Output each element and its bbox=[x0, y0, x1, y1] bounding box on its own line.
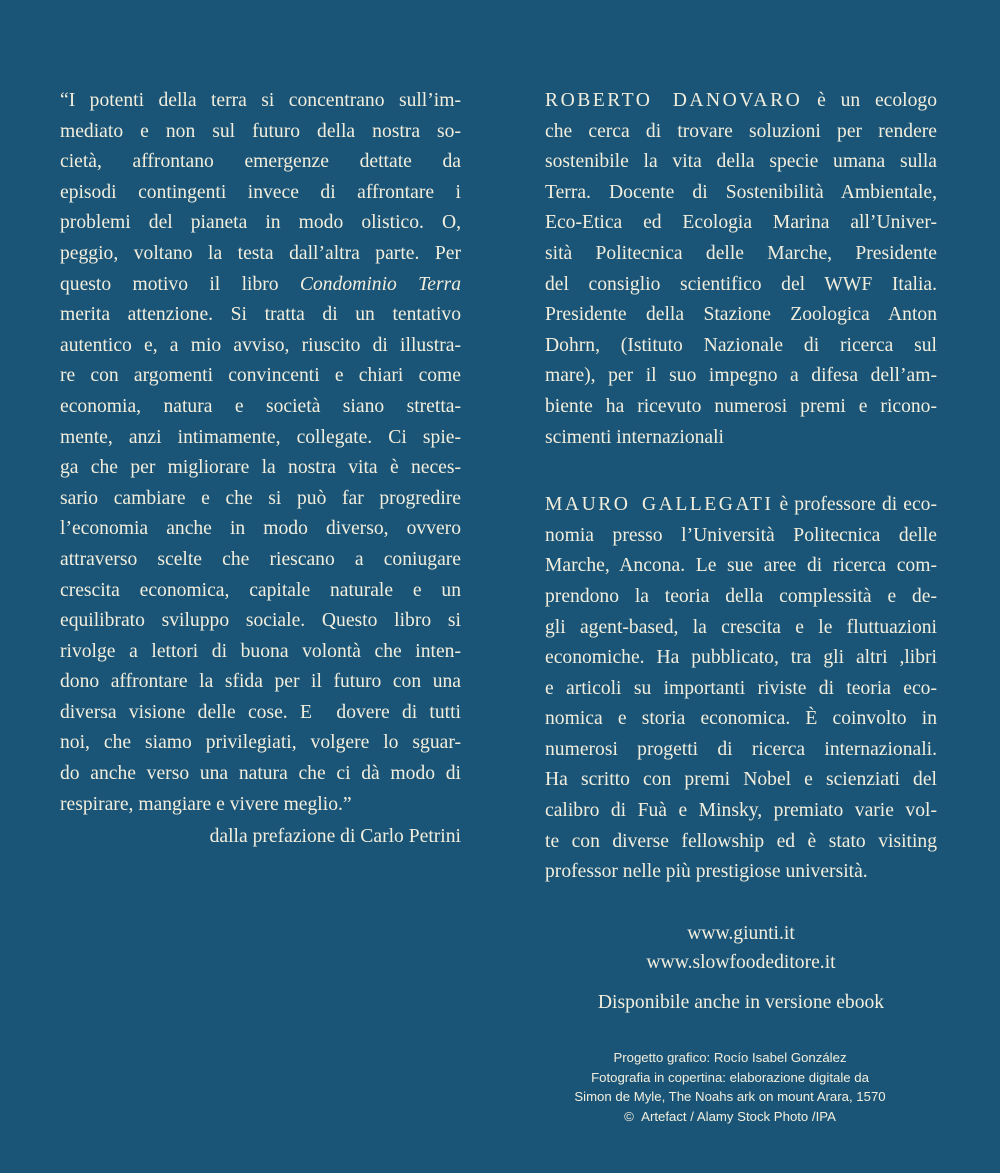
website-giunti: www.giunti.it bbox=[687, 923, 795, 944]
text-line: scimenti internazionali bbox=[545, 426, 725, 448]
text-line: do anche verso una natura che ci dà modo di bbox=[60, 763, 461, 785]
text-line: Simon de Myle, The Noahs ark on mount Arara, 1570 bbox=[574, 1089, 886, 1105]
text-line: economia, natura e società siano stretta- bbox=[60, 395, 461, 417]
quote-attribution: dalla prefazione di Carlo Petrini bbox=[209, 826, 461, 848]
author-name: ROBERTO DANOVARO bbox=[545, 90, 803, 111]
text-line: equilibrato sviluppo sociale. Questo libro si bbox=[60, 610, 461, 632]
author-bios-column bbox=[545, 86, 937, 888]
text-line: problemi del pianeta in modo olistico. O, bbox=[60, 212, 461, 234]
text-line: cietà, affrontano emergenze dettate da bbox=[60, 151, 461, 173]
text-line: attraverso scelte che riescano a coniugare bbox=[60, 548, 461, 570]
author-bio-gallegati bbox=[545, 490, 937, 888]
text-line: episodi contingenti invece di affrontare i bbox=[60, 181, 461, 203]
text-line: gli agent-based, la crescita e le fluttuazioni bbox=[545, 616, 937, 638]
text-line: Ha scritto con premi Nobel e scienziati del bbox=[545, 769, 937, 791]
text-line: Dohrn, (Istituto Nazionale di ricerca sul bbox=[545, 334, 937, 356]
text-line: prendono la teoria della complessità e de- bbox=[545, 585, 937, 607]
text-line: e articoli su importanti riviste di teoria eco- bbox=[545, 677, 937, 699]
author-name: MAURO GALLEGATI bbox=[545, 494, 774, 516]
text-line: mente, anzi intimamente, collegate. Ci spie- bbox=[60, 426, 461, 448]
website-slowfoodeditore: www.slowfoodeditore.it bbox=[646, 951, 836, 973]
text-line: mediato e non sul futuro della nostra so- bbox=[60, 120, 461, 142]
text-line: questo motivo il libro Condominio Terra bbox=[60, 273, 461, 295]
text-line: autentico e, a mio avviso, riuscito di illustra- bbox=[60, 334, 461, 356]
text-line: MAURO GALLEGATI è professore di eco- bbox=[545, 494, 938, 516]
text-line: professor nelle più prestigiose università. bbox=[545, 861, 868, 883]
text-line: Eco-Etica ed Ecologia Marina all’Univer- bbox=[545, 212, 937, 234]
text-line: nomia presso l’Università Politecnica delle bbox=[545, 524, 937, 546]
text-line: peggio, voltano la testa dall’altra parte. Per bbox=[60, 242, 461, 264]
text-line: re con argomenti convincenti e chiari come bbox=[60, 365, 461, 387]
text-line: Presidente della Stazione Zoologica Anton bbox=[545, 304, 937, 326]
text-line: © Artefact / Alamy Stock Photo /IPA bbox=[624, 1108, 836, 1124]
text-line: sità Politecnica delle Marche, Presidente bbox=[545, 242, 937, 264]
text-line: biente ha ricevuto numerosi premi e ricono- bbox=[545, 395, 937, 417]
preface-quote-text bbox=[60, 86, 461, 820]
text-line: l’economia anche in modo diverso, ovvero bbox=[60, 518, 461, 540]
text-line: sostenibile la vita della specie umana sulla bbox=[545, 151, 937, 173]
publisher-websites bbox=[545, 920, 937, 977]
text-line: Terra. Docente di Sostenibilità Ambientale, bbox=[545, 181, 937, 203]
ebook-availability-note: Disponibile anche in versione ebook bbox=[597, 992, 885, 1013]
text-line: che cerca di trovare soluzioni per rendere bbox=[545, 120, 937, 142]
text-line: noi, che siamo privilegiati, volgere lo sguar- bbox=[60, 732, 461, 754]
text-line: Progetto grafico: Rocío Isabel González bbox=[613, 1050, 847, 1065]
text-line: ROBERTO DANOVARO è un ecologo bbox=[545, 90, 938, 111]
text-line: sario cambiare e che si può far progredire bbox=[60, 487, 461, 509]
text-line: diversa visione delle cose. E dovere di tutti bbox=[60, 701, 461, 723]
text-line: rivolge a lettori di buona volontà che inten- bbox=[60, 640, 461, 662]
text-line: “I potenti della terra si concentrano sull’im- bbox=[60, 90, 461, 111]
text-line: mare), per il suo impegno a difesa dell’am- bbox=[545, 365, 937, 387]
preface-quote-column bbox=[60, 86, 461, 853]
text-line: merita attenzione. Si tratta di un tentativo bbox=[60, 304, 461, 326]
author-bio-danovaro bbox=[545, 86, 937, 453]
text-line: crescita economica, capitale naturale e un bbox=[60, 579, 461, 601]
text-line: Fotografia in copertina: elaborazione digitale da bbox=[591, 1069, 869, 1085]
text-line: Marche, Ancona. Le sue aree di ricerca com- bbox=[545, 555, 937, 577]
text-line: calibro di Fuà e Minsky, premiato varie vol- bbox=[545, 800, 937, 822]
text-line: te con diverse fellowship ed è stato visiting bbox=[545, 830, 937, 852]
text-line: numerosi progetti di ricerca internazionali. bbox=[545, 738, 937, 760]
credits-block bbox=[520, 1048, 940, 1126]
text-line: dono affrontare la sfida per il futuro con una bbox=[60, 671, 461, 693]
text-line: ga che per migliorare la nostra vita è neces- bbox=[60, 457, 461, 479]
text-line: economiche. Ha pubblicato, tra gli altri ,libri bbox=[545, 647, 937, 669]
text-line: nomica e storia economica. È coinvolto in bbox=[545, 708, 937, 730]
text-line: respirare, mangiare e vivere meglio.” bbox=[60, 793, 352, 815]
text-line: del consiglio scientifico del WWF Italia. bbox=[545, 273, 937, 295]
